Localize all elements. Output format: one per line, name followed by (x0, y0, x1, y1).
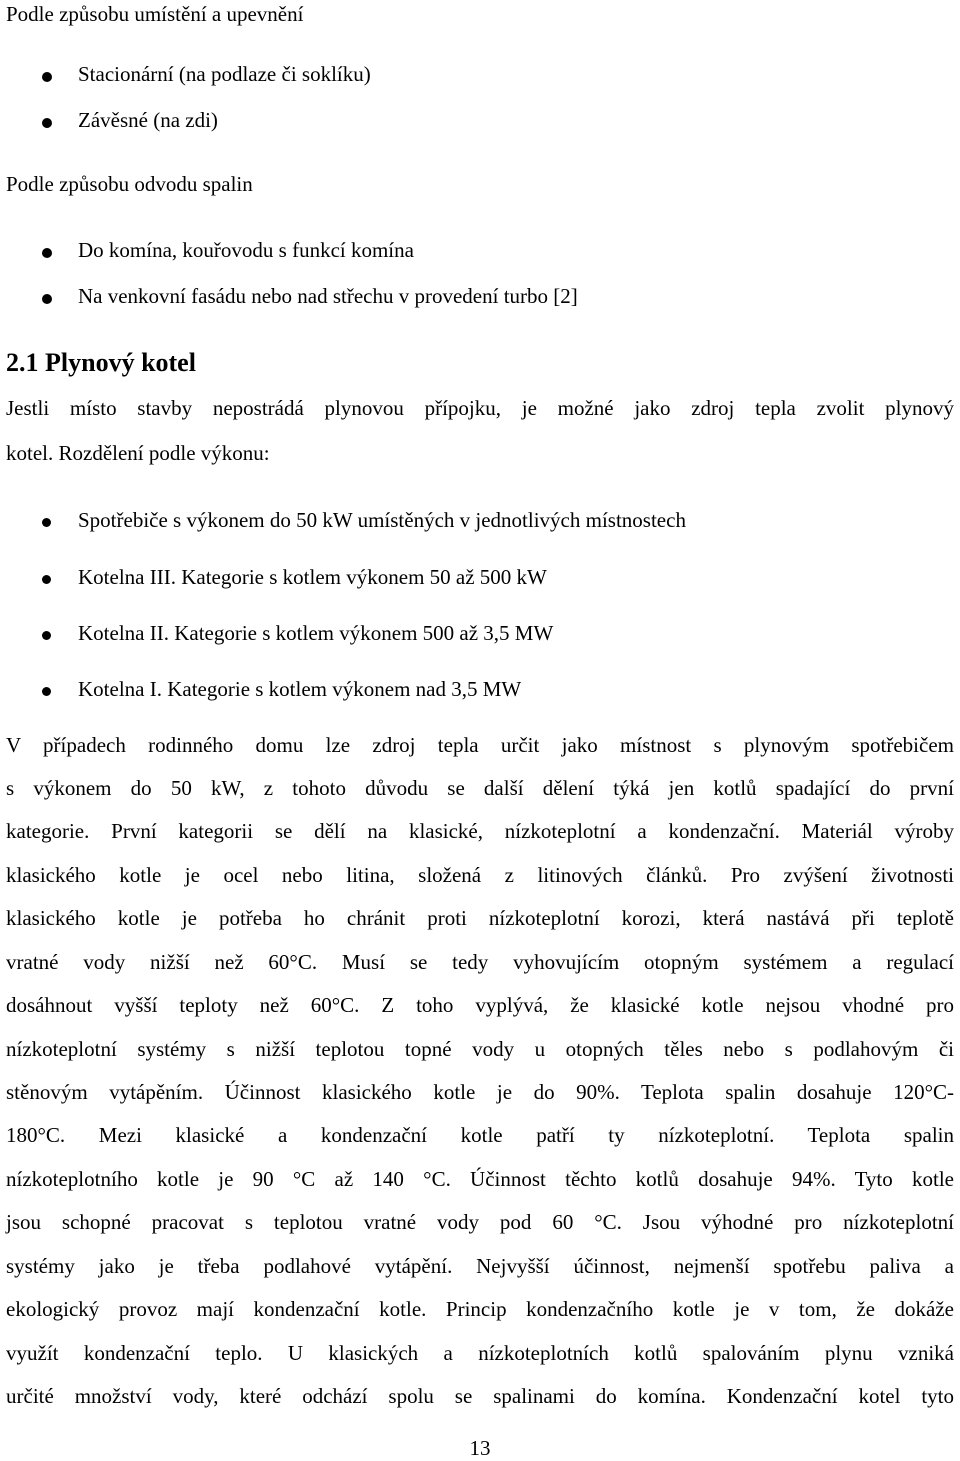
body-line: kategorie. První kategorii se dělí na klasické, nízkoteplotní a kondenzační. Materiál výroby (6, 819, 954, 843)
body-line: dosáhnout vyšší teploty než 60°C. Z toho vyplývá, že klasické kotle nejsou vhodné pro (6, 993, 954, 1017)
bullet-icon (42, 518, 51, 527)
body-line: ekologický provoz mají kondenzační kotle. Princip kondenzačního kotle je v tom, že dokáže (6, 1297, 954, 1321)
body-line: systémy jako je třeba podlahové vytápění. Nejvyšší účinnost, nejmenší spotřebu paliva a (6, 1254, 954, 1278)
body-line: určité množství vody, které odchází spolu se spalinami do komína. Kondenzační kotel tyto (6, 1384, 954, 1408)
list-item-text: Kotelna I. Kategorie s kotlem výkonem nad 3,5 MW (78, 677, 522, 701)
body-line: stěnovým vytápěním. Účinnost klasického kotle je do 90%. Teplota spalin dosahuje 120°C- (6, 1080, 954, 1104)
intro-line: Jestli místo stavby nepostrádá plynovou přípojku, je možné jako zdroj tepla zvolit plynový (6, 396, 954, 420)
bullet-icon (42, 118, 52, 128)
list-item (0, 238, 960, 268)
list-item (0, 621, 960, 651)
bullet-icon (42, 294, 52, 304)
body-line: V případech rodinného domu lze zdroj tepla určit jako místnost s plynovým spotřebičem (6, 733, 954, 757)
page-number: 13 (469, 1436, 491, 1460)
list-item-text: Stacionární (na podlaze či soklíku) (78, 62, 371, 86)
body-line: nízkoteplotního kotle je 90 °C až 140 °C. Účinnost těchto kotlů dosahuje 94%. Tyto kotle (6, 1167, 954, 1191)
list-item (0, 565, 960, 595)
bullet-icon (42, 248, 52, 258)
bullet-icon (42, 72, 52, 82)
chapter-title: 2.1 Plynový kotel (6, 348, 196, 377)
body-line: nízkoteplotní systémy s nižší teplotou topné vody u otopných těles nebo s podlahovým či (6, 1037, 954, 1061)
body-line: vratné vody nižší než 60°C. Musí se tedy vyhovujícím otopným systémem a regulací (6, 950, 954, 974)
body-line: 180°C. Mezi klasické a kondenzační kotle patří ty nízkoteplotní. Teplota spalin (6, 1123, 954, 1147)
bullet-icon (42, 687, 51, 696)
intro-line: kotel. Rozdělení podle výkonu: (6, 441, 270, 465)
body-line: klasického kotle je potřeba ho chránit proti nízkoteplotní korozi, která nastává při teplotě (6, 906, 954, 930)
section-heading-placement: Podle způsobu umístění a upevnění (6, 2, 304, 26)
list-item-text: Kotelna II. Kategorie s kotlem výkonem 500 až 3,5 MW (78, 621, 554, 645)
bullet-icon (42, 631, 51, 640)
list-item-text: Do komína, kouřovodu s funkcí komína (78, 238, 414, 262)
list-item-text: Závěsné (na zdi) (78, 108, 218, 132)
list-item-text: Kotelna III. Kategorie s kotlem výkonem 50 až 500 kW (78, 565, 547, 589)
list-item (0, 284, 960, 314)
body-line: využít kondenzační teplo. U klasických a nízkoteplotních kotlů spalováním plynu vzniká (6, 1341, 954, 1365)
body-line: jsou schopné pracovat s teplotou vratné vody pod 60 °C. Jsou výhodné pro nízkoteplotní (6, 1210, 954, 1234)
body-line: klasického kotle je ocel nebo litina, složená z litinových článků. Pro zvýšení životnosti (6, 863, 954, 887)
bullet-icon (42, 575, 51, 584)
list-item (0, 62, 960, 92)
body-line: s výkonem do 50 kW, z tohoto důvodu se další dělení týká jen kotlů spadající do první (6, 776, 954, 800)
list-item (0, 677, 960, 707)
list-item (0, 508, 960, 538)
list-item (0, 108, 960, 138)
list-item-text: Spotřebiče s výkonem do 50 kW umístěných v jednotlivých místnostech (78, 508, 686, 532)
list-item-text: Na venkovní fasádu nebo nad střechu v provedení turbo [2] (78, 284, 578, 308)
section-heading-exhaust: Podle způsobu odvodu spalin (6, 172, 253, 196)
